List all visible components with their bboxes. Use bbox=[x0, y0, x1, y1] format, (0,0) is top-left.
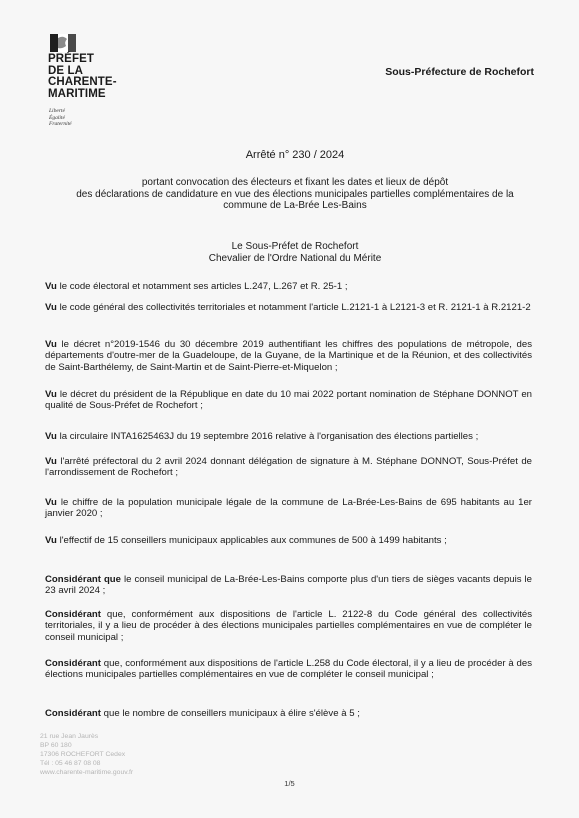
recital-paragraph: Considérant que, conformément aux dispositions de l'article L. 2122-8 du Code général des collectivités territoriales, il y a lieu de procéder à des élections municipales partielles complémentaires en vue de compléter le conseil municipal ; bbox=[45, 609, 532, 643]
arrete-subject: portant convocation des électeurs et fixant les dates et lieux de dépôt des déclarations de candidature en vue des élections municipales partielles complémentaires de la commune de La-Brée Les-Bains bbox=[76, 177, 514, 211]
issuer-title: Sous-Préfecture de Rochefort bbox=[385, 66, 534, 78]
arrete-number: Arrêté n° 230 / 2024 bbox=[245, 149, 345, 161]
republic-motto: Liberté Égalité Fraternité bbox=[49, 108, 72, 127]
recital-paragraph: Vu le décret du président de la République en date du 10 mai 2022 portant nomination de Stéphane DONNOT en qualité de Sous-Préfet de Rochefort ; bbox=[45, 389, 532, 412]
logo-wordmark: PRÉFET DE LA CHARENTE- MARITIME bbox=[48, 53, 117, 100]
recital-paragraph: Vu le décret n°2019-1546 du 30 décembre 2019 authentifiant les chiffres des populations de métropole, des départements d'outre-mer de la Guadeloupe, de la Guyane, de la Martinique et de la Réunion, et des collectivités de Saint-Barthélemy, de Saint-Martin et de Saint-Pierre-et-Miquelon ; bbox=[45, 339, 532, 373]
recital-paragraph: Vu le chiffre de la population municipale légale de la commune de La-Brée-Les-Bains de 695 habitants au 1er janvier 2020 ; bbox=[45, 497, 532, 520]
recital-paragraph: Considérant que le nombre de conseillers municipaux à élire s'élève à 5 ; bbox=[45, 708, 360, 719]
recital-paragraph: Considérant que le conseil municipal de La-Brée-Les-Bains comporte plus d'un tiers de sièges vacants depuis le 23 avril 2024 ; bbox=[45, 574, 532, 597]
recital-paragraph: Vu le code électoral et notamment ses articles L.247, L.267 et R. 25-1 ; bbox=[45, 281, 348, 292]
address-footer: 21 rue Jean Jaurès BP 60 180 17306 ROCHEFORT Cedex Tél : 05 46 87 08 08 www.charente-maritime.gouv.fr bbox=[40, 733, 134, 776]
signer-block: Le Sous-Préfet de Rochefort Chevalier de l'Ordre National du Mérite bbox=[208, 241, 382, 264]
recital-paragraph: Vu la circulaire INTA1625463J du 19 septembre 2016 relative à l'organisation des élections partielles ; bbox=[45, 431, 479, 442]
recital-paragraph: Vu l'arrêté préfectoral du 2 avril 2024 donnant délégation de signature à M. Stéphane DONNOT, Sous-Préfet de l'arrondissement de Rochefort ; bbox=[45, 456, 532, 479]
page-number: 1/5 bbox=[284, 779, 295, 788]
marianne-icon bbox=[50, 34, 76, 52]
recital-paragraph: Vu le code général des collectivités territoriales et notamment l'article L.2121-1 à L2121-3 et R. 2121-1 à R.2121-2 bbox=[45, 302, 531, 313]
recital-paragraph: Vu l'effectif de 15 conseillers municipaux applicables aux communes de 500 à 1499 habitants ; bbox=[45, 535, 447, 546]
recital-paragraph: Considérant que, conformément aux dispositions de l'article L.258 du Code électoral, il y a lieu de procéder à des élections municipales partielles complémentaires en vue de compléter le conseil municipal ; bbox=[45, 658, 532, 681]
